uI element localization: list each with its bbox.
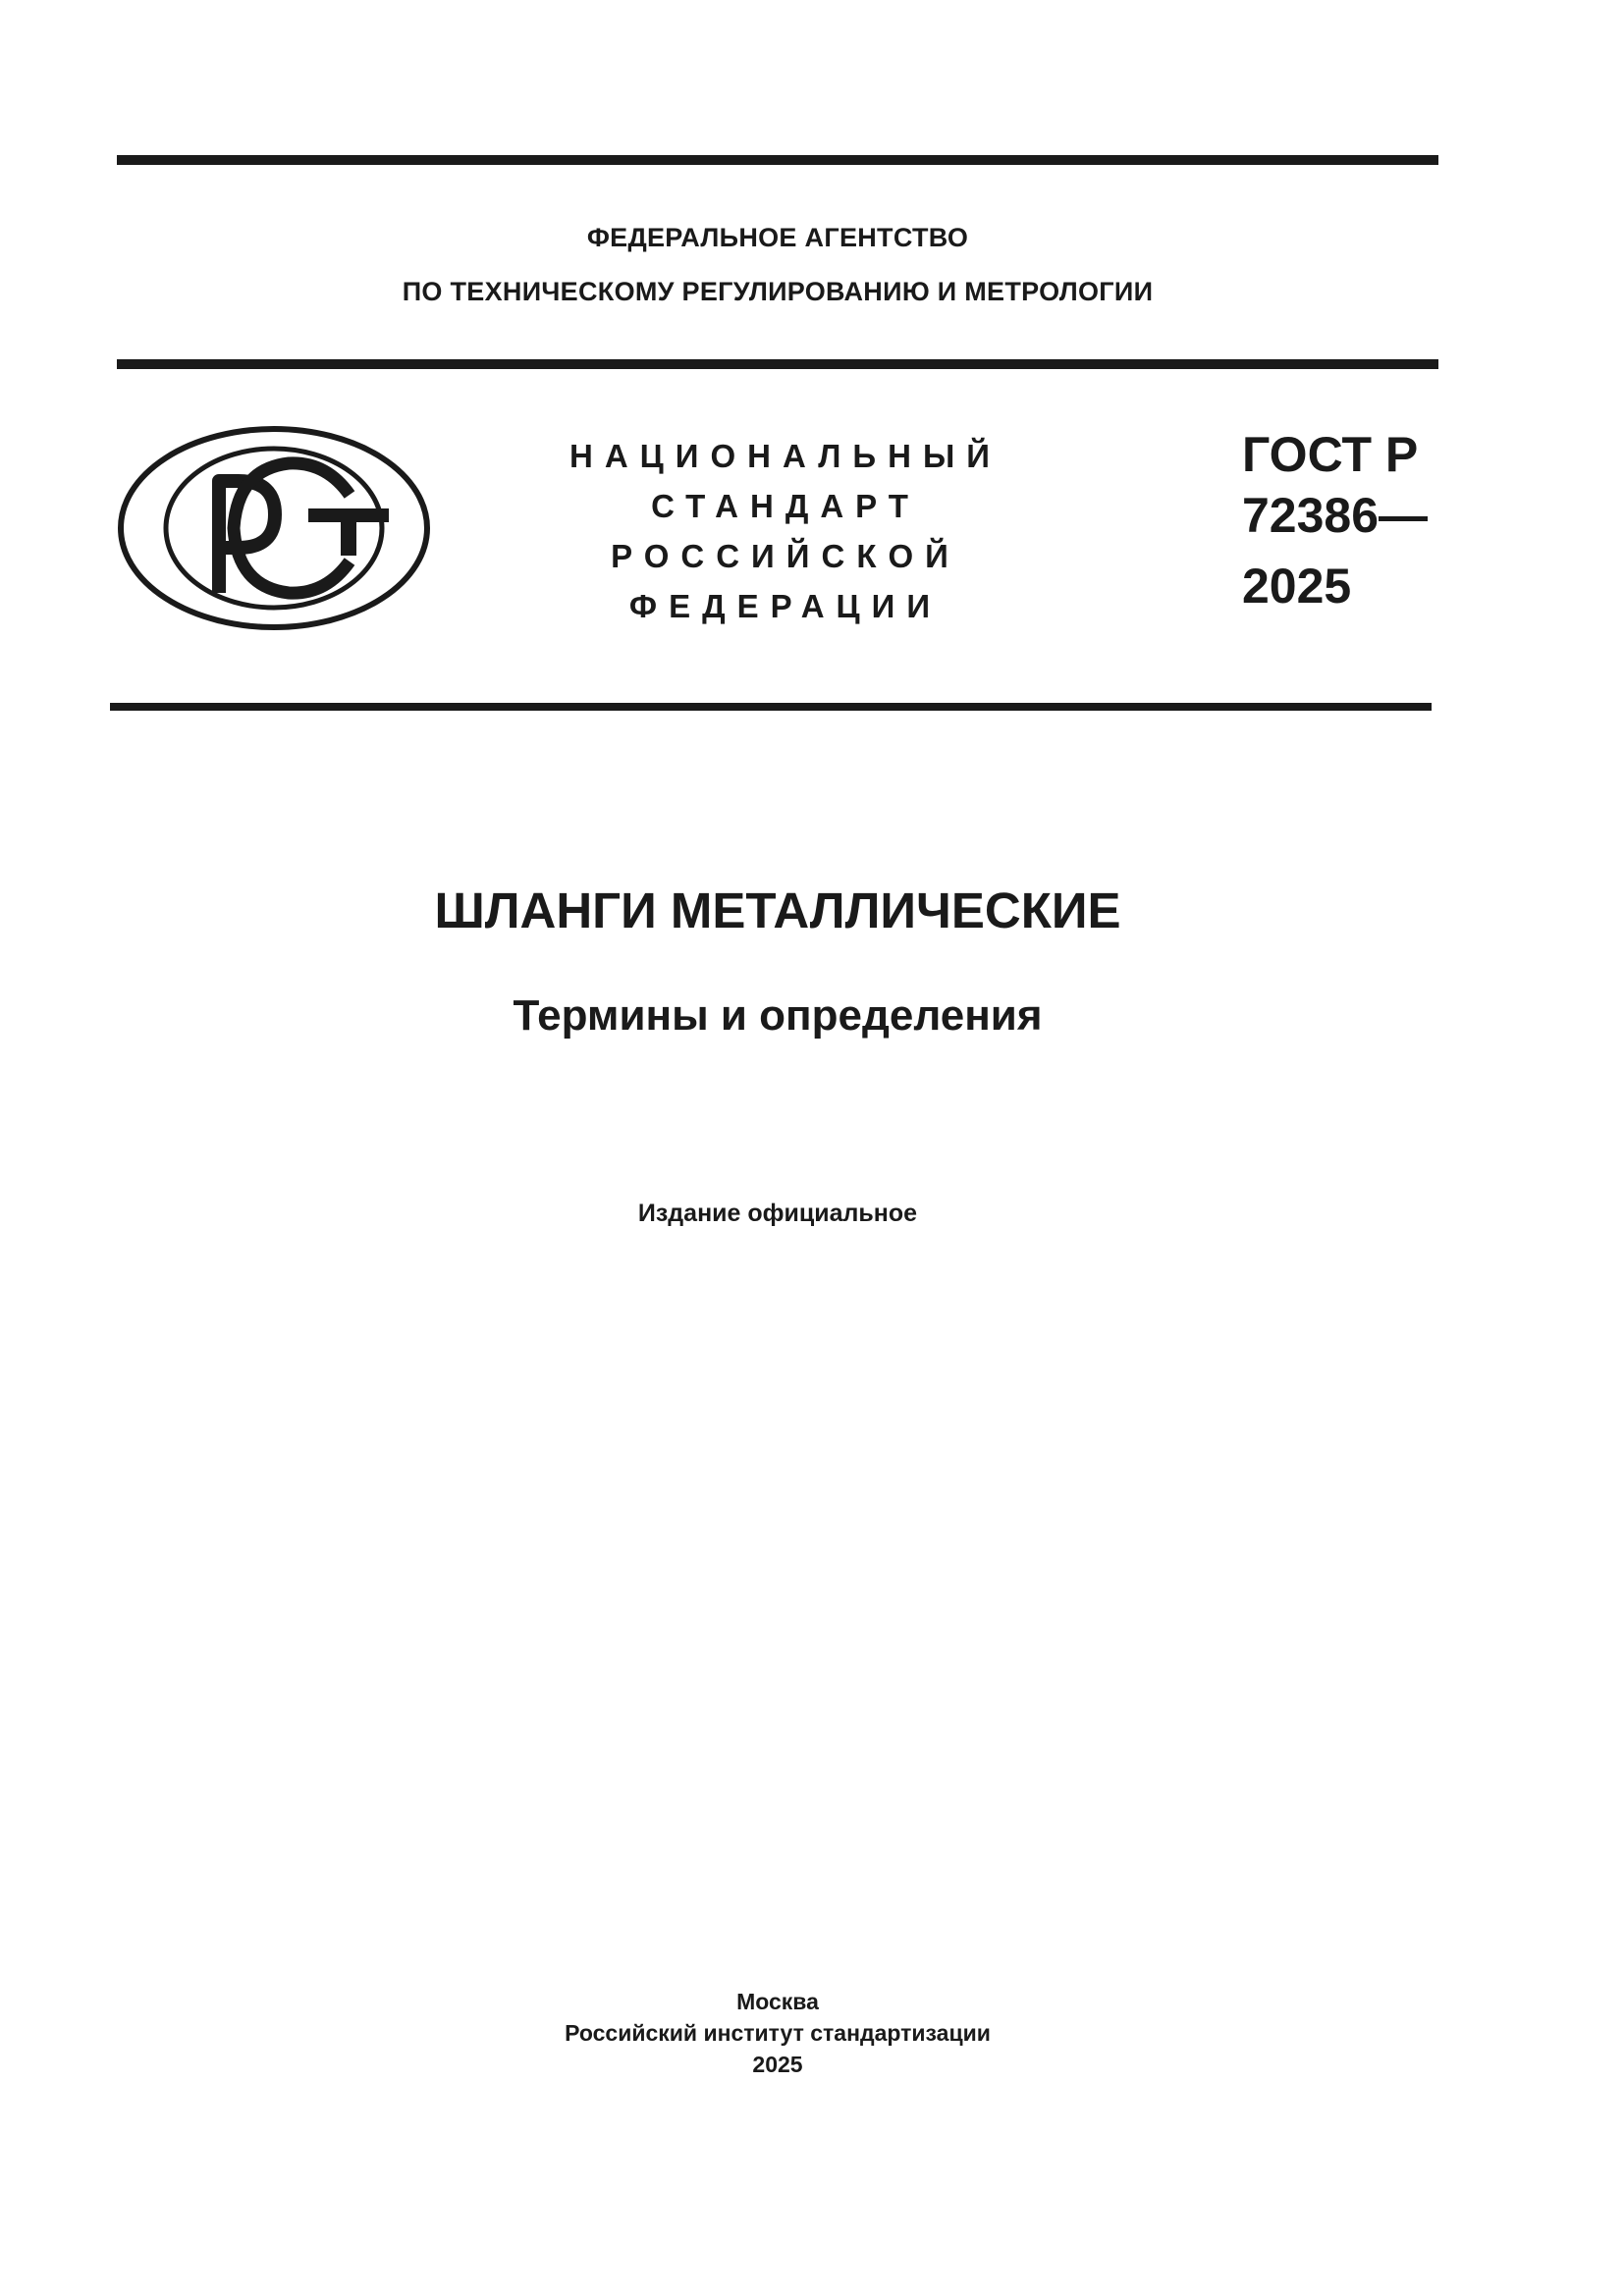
standard-number-line-1: ГОСТ Р	[1242, 427, 1419, 482]
imprint-year: 2025	[752, 2052, 803, 2077]
rst-certification-mark-icon	[116, 424, 432, 632]
header-rule	[117, 359, 1438, 369]
standard-type-line-2: СТАНДАРТ	[651, 488, 920, 524]
document-title: ШЛАНГИ МЕТАЛЛИЧЕСКИЕ	[434, 882, 1121, 938]
agency-name-line-2: ПО ТЕХНИЧЕСКОМУ РЕГУЛИРОВАНИЮ И МЕТРОЛОГИИ	[402, 277, 1154, 306]
document-subtitle: Термины и определения	[513, 991, 1043, 1040]
standard-type-line-3: РОССИЙСКОЙ	[611, 538, 960, 574]
header-bottom-rule	[110, 703, 1432, 711]
standard-type-line-4: ФЕДЕРАЦИИ	[628, 588, 943, 624]
standard-type-line-1: НАЦИОНАЛЬНЫЙ	[569, 438, 1001, 474]
imprint-publisher: Российский институт стандартизации	[565, 2020, 991, 2046]
standard-number-line-2: 72386—	[1242, 488, 1429, 543]
agency-name-line-1: ФЕДЕРАЛЬНОЕ АГЕНТСТВО	[586, 223, 969, 252]
standard-number-line-3: 2025	[1242, 559, 1352, 614]
top-rule	[117, 155, 1438, 165]
imprint-city: Москва	[736, 1989, 819, 2014]
edition-label: Издание официальное	[637, 1200, 918, 1227]
